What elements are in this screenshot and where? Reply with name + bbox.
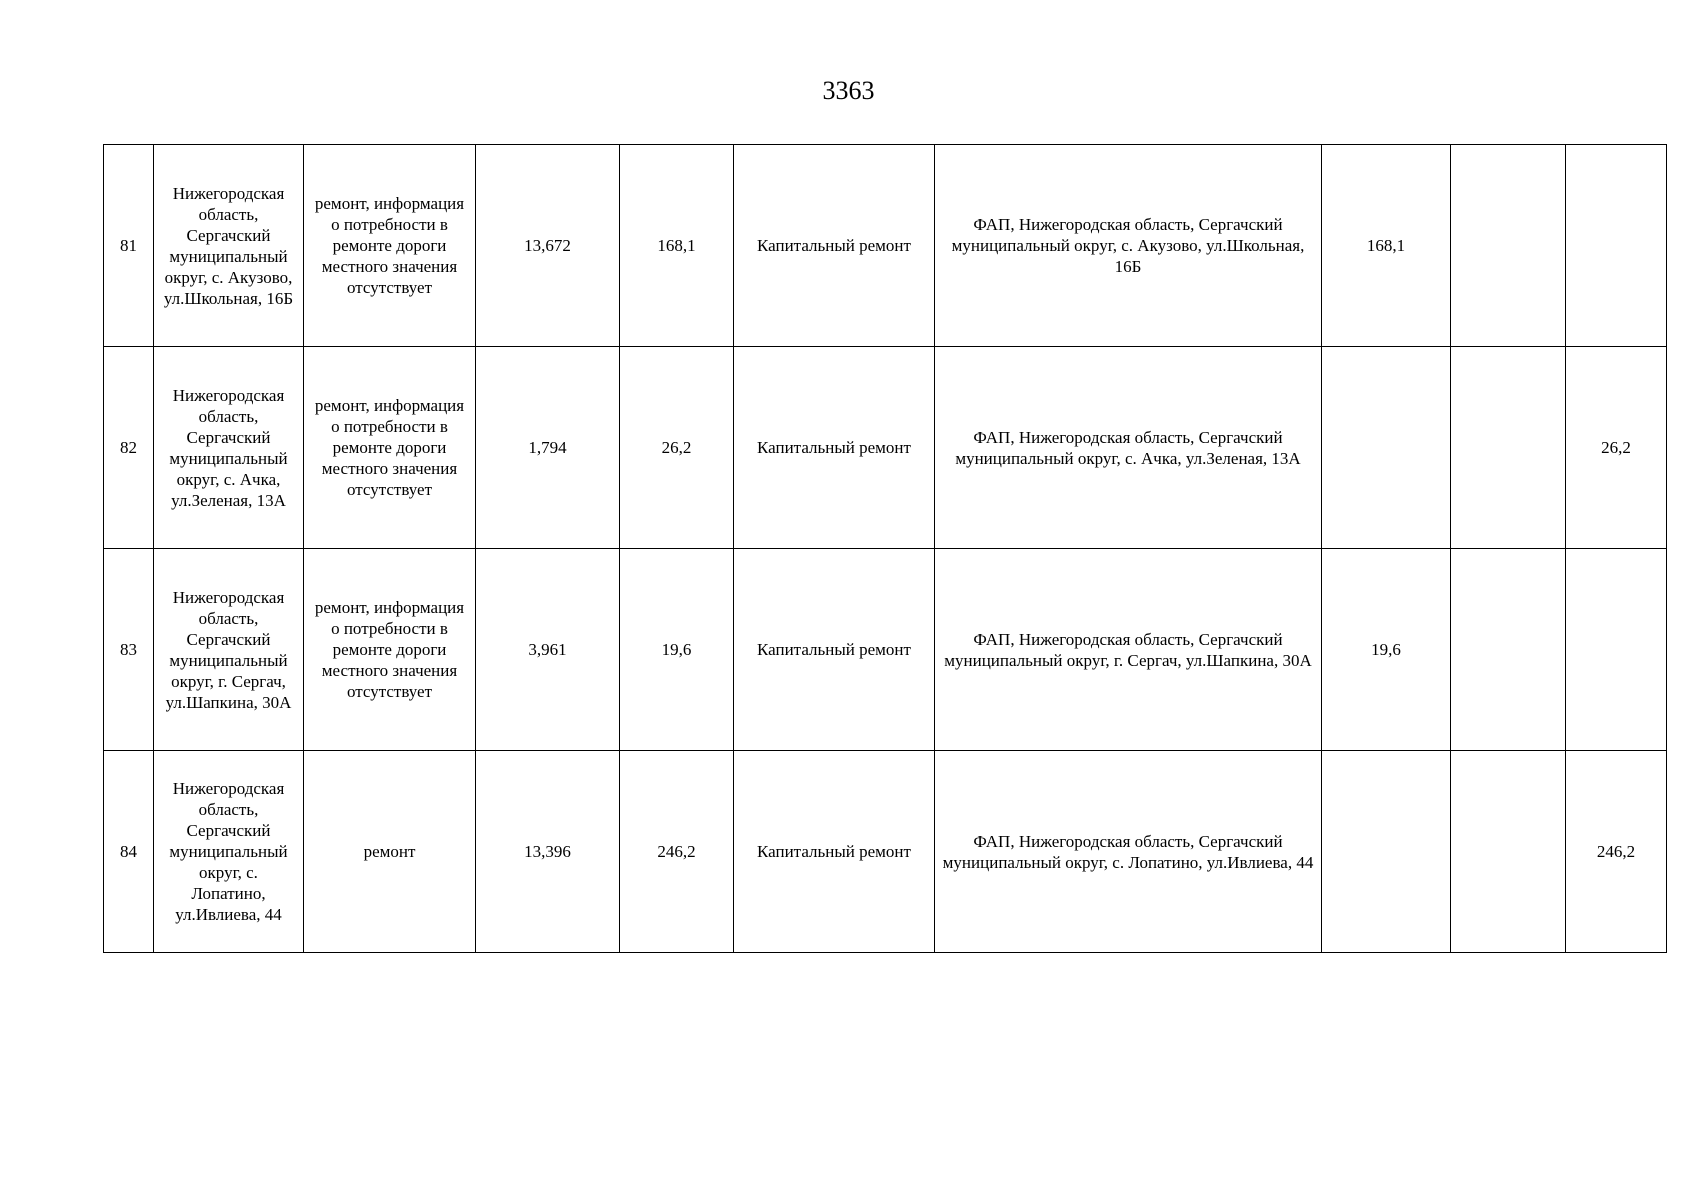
cell-repair-type: Капитальный ремонт [734,549,935,751]
cell-address: Нижегородская область, Сергачский муниципальный округ, с. Ачка, ул.Зеленая, 13А [154,347,304,549]
cell-col-8 [1322,347,1451,549]
cell-work-type: ремонт, информация о потребности в ремонте дороги местного значения отсутствует [304,549,476,751]
cell-col-9 [1451,549,1566,751]
cell-value-b: 19,6 [620,549,734,751]
data-table [103,144,1667,953]
cell-col-10: 246,2 [1566,751,1667,953]
cell-value-b: 246,2 [620,751,734,953]
cell-col-10: 26,2 [1566,347,1667,549]
cell-work-type: ремонт, информация о потребности в ремонте дороги местного значения отсутствует [304,145,476,347]
cell-value-b: 26,2 [620,347,734,549]
cell-col-9 [1451,347,1566,549]
cell-object: ФАП, Нижегородская область, Сергачский муниципальный округ, с. Лопатино, ул.Ивлиева, 44 [935,751,1322,953]
cell-value-a: 1,794 [476,347,620,549]
cell-value-b: 168,1 [620,145,734,347]
table-row [104,751,1667,953]
table-row [104,145,1667,347]
cell-col-9 [1451,145,1566,347]
table-row [104,549,1667,751]
cell-address: Нижегородская область, Сергачский муниципальный округ, с. Лопатино, ул.Ивлиева, 44 [154,751,304,953]
cell-object: ФАП, Нижегородская область, Сергачский муниципальный округ, с. Ачка, ул.Зеленая, 13А [935,347,1322,549]
cell-number: 82 [104,347,154,549]
cell-object: ФАП, Нижегородская область, Сергачский муниципальный округ, г. Сергач, ул.Шапкина, 30А [935,549,1322,751]
cell-work-type: ремонт, информация о потребности в ремонте дороги местного значения отсутствует [304,347,476,549]
cell-repair-type: Капитальный ремонт [734,347,935,549]
cell-value-a: 3,961 [476,549,620,751]
cell-col-8: 19,6 [1322,549,1451,751]
cell-col-9 [1451,751,1566,953]
cell-number: 83 [104,549,154,751]
cell-address: Нижегородская область, Сергачский муниципальный округ, г. Сергач, ул.Шапкина, 30А [154,549,304,751]
page-number: 3363 [822,76,875,105]
cell-number: 84 [104,751,154,953]
cell-col-10 [1566,549,1667,751]
cell-col-10 [1566,145,1667,347]
cell-repair-type: Капитальный ремонт [734,145,935,347]
cell-repair-type: Капитальный ремонт [734,751,935,953]
cell-col-8: 168,1 [1322,145,1451,347]
cell-work-type: ремонт [304,751,476,953]
cell-object: ФАП, Нижегородская область, Сергачский муниципальный округ, с. Акузово, ул.Школьная, 16Б [935,145,1322,347]
cell-number: 81 [104,145,154,347]
cell-value-a: 13,672 [476,145,620,347]
cell-address: Нижегородская область, Сергачский муниципальный округ, с. Акузово, ул.Школьная, 16Б [154,145,304,347]
cell-col-8 [1322,751,1451,953]
cell-value-a: 13,396 [476,751,620,953]
table-row [104,347,1667,549]
